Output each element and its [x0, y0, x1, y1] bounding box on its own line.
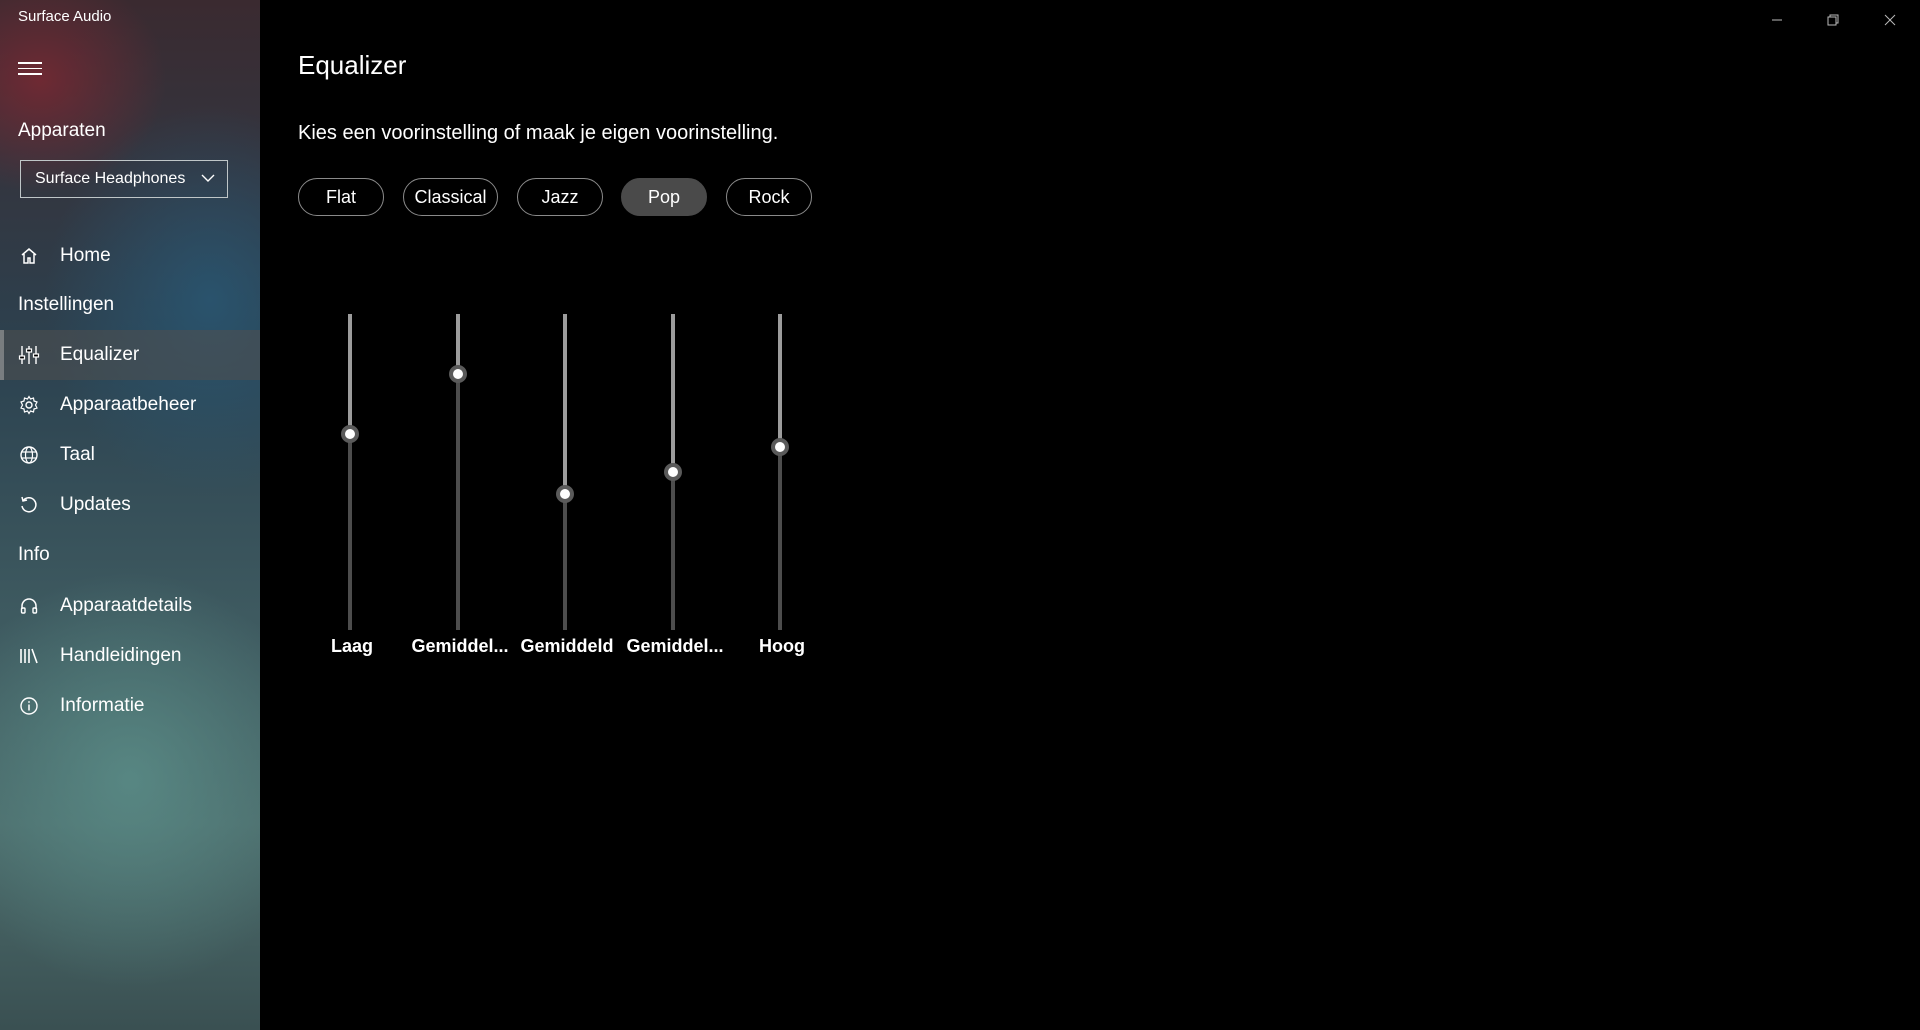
band-label: Hoog [759, 636, 805, 656]
slider-fill [671, 314, 675, 472]
sidebar-item-label: Apparaatbeheer [60, 394, 197, 415]
restore-icon [1827, 14, 1839, 26]
close-button[interactable] [1867, 6, 1913, 34]
preset-jazz-button[interactable]: Jazz [517, 178, 603, 216]
headphones-icon [18, 595, 40, 617]
home-icon [18, 245, 40, 267]
slider-thumb[interactable] [771, 438, 789, 456]
sidebar-item-apparaatdetails[interactable] [0, 581, 260, 631]
gear-icon [18, 394, 40, 416]
preset-pop-button[interactable]: Pop [621, 178, 707, 216]
sidebar-item-home[interactable] [0, 231, 260, 281]
preset-rock-button[interactable]: Rock [726, 178, 812, 216]
info-icon [18, 695, 40, 717]
preset-flat-button[interactable]: Flat [298, 178, 384, 216]
sidebar-item-equalizer[interactable] [0, 330, 260, 380]
band-label: Gemiddel... [626, 636, 724, 656]
band-label: Laag [330, 636, 373, 656]
chevron-down-icon [201, 171, 215, 185]
slider-fill [348, 314, 352, 434]
preset-classical-button[interactable]: Classical [403, 178, 498, 216]
slider-fill [778, 314, 782, 447]
sidebar-item-label: Equalizer [60, 344, 140, 365]
slider-fill [563, 314, 567, 494]
close-icon [1884, 14, 1896, 26]
device-select[interactable] [20, 160, 228, 198]
band-label: Gemiddel... [411, 636, 509, 656]
sidebar-item-handleidingen[interactable] [0, 631, 260, 681]
equalizer-icon [18, 344, 40, 366]
minimize-icon [1771, 14, 1783, 26]
slider-thumb[interactable] [449, 365, 467, 383]
device-select-value: Surface Headphones [35, 170, 186, 187]
minimize-button[interactable] [1754, 6, 1800, 34]
slider-thumb[interactable] [556, 485, 574, 503]
band-slider[interactable] [335, 314, 365, 630]
band-slider[interactable] [443, 314, 473, 630]
sidebar-item-label: Informatie [60, 695, 145, 716]
sidebar [0, 0, 260, 1030]
sidebar-item-label: Home [60, 245, 111, 266]
band-slider[interactable] [765, 314, 795, 630]
sidebar-item-label: Apparaatdetails [60, 595, 193, 616]
sidebar-item-apparaatbeheer[interactable] [0, 380, 260, 430]
slider-thumb[interactable] [341, 425, 359, 443]
sidebar-item-label: Taal [60, 444, 95, 465]
globe-icon [18, 444, 40, 466]
hamburger-menu-icon[interactable] [18, 58, 42, 76]
slider-thumb[interactable] [664, 463, 682, 481]
page-subtitle: Kies een voorinstelling of maak je eigen voorinstelling. [298, 122, 779, 144]
sidebar-item-informatie[interactable] [0, 681, 260, 731]
band-label: Gemiddeld [520, 636, 614, 656]
band-slider[interactable] [550, 314, 580, 630]
app-title: Surface Audio [18, 8, 112, 25]
sidebar-item-updates[interactable] [0, 480, 260, 530]
sidebar-item-label: Updates [60, 494, 131, 515]
sidebar-item-label: Handleidingen [60, 645, 182, 666]
info-heading: Info [18, 544, 50, 565]
band-slider[interactable] [658, 314, 688, 630]
settings-heading: Instellingen [18, 294, 115, 315]
devices-heading: Apparaten [18, 120, 106, 141]
restore-button[interactable] [1810, 6, 1856, 34]
page-title: Equalizer [298, 50, 407, 80]
sidebar-item-taal[interactable] [0, 430, 260, 480]
library-icon [18, 645, 40, 667]
refresh-icon [18, 494, 40, 516]
